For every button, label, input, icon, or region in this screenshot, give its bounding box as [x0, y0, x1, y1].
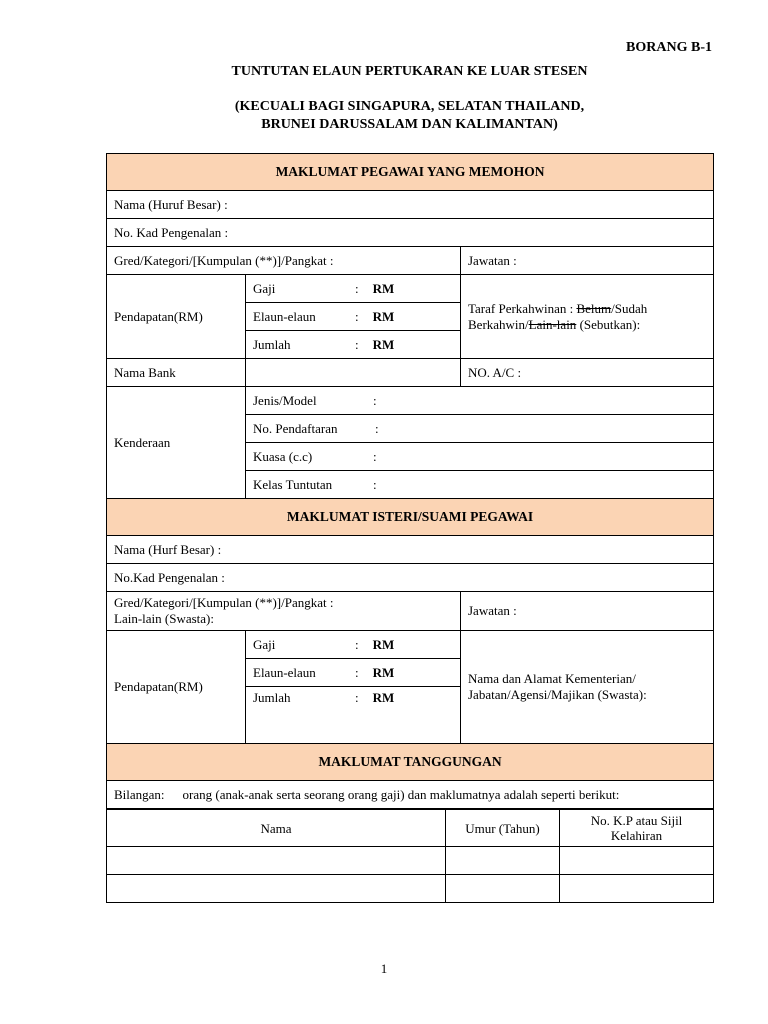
total-label: Jumlah [253, 690, 291, 705]
bank-label: Nama Bank [107, 359, 246, 387]
marital-prefix: Taraf Perkahwinan : [468, 300, 577, 316]
salary-label: Gaji [253, 636, 276, 652]
application-form-table [106, 153, 714, 809]
dependent-age-cell[interactable] [446, 875, 560, 903]
colon: : [355, 308, 359, 324]
dependents-table [106, 809, 714, 903]
rm-label: RM [372, 636, 395, 652]
rm-label: RM [372, 336, 395, 352]
dependent-name-cell[interactable] [107, 875, 446, 903]
dependent-cert-cell[interactable] [560, 875, 714, 903]
spouse-name-field[interactable]: Nama (Hurf Besar) : [107, 536, 714, 564]
allowance-label: Elaun-elaun [253, 664, 316, 680]
colon: : [355, 664, 359, 680]
colon: : [355, 336, 359, 352]
colon: : [355, 280, 359, 296]
officer-section-header: MAKLUMAT PEGAWAI YANG MEMOHON [107, 154, 714, 191]
count-text: orang (anak-anak serta seorang orang gaji) dan maklumatnya adalah seperti berikut: [182, 786, 620, 802]
colon: : [373, 392, 377, 408]
rm-label: RM [372, 308, 395, 324]
vehicle-model-field[interactable] [246, 387, 714, 415]
account-field[interactable]: NO. A/C : [461, 359, 714, 387]
rm-label: RM [372, 280, 395, 296]
officer-marital-field[interactable] [461, 275, 714, 359]
colon: : [355, 690, 359, 705]
officer-allowance-field[interactable] [246, 303, 461, 331]
officer-total-field[interactable] [246, 331, 461, 359]
spouse-section-header: MAKLUMAT ISTERI/SUAMI PEGAWAI [107, 499, 714, 536]
form-code: BORANG B-1 [626, 40, 712, 55]
total-label: Jumlah [253, 336, 291, 352]
form-title: TUNTUTAN ELAUN PERTUKARAN KE LUAR STESEN [231, 64, 588, 79]
table-row [107, 847, 714, 875]
col-header-cert: No. K.P atau Sijil Kelahiran [560, 810, 714, 847]
officer-income-label: Pendapatan(RM) [107, 275, 246, 359]
officer-salary-field[interactable] [246, 275, 461, 303]
vehicle-class-label: Kelas Tuntutan [253, 476, 333, 492]
dependent-cert-cell[interactable] [560, 847, 714, 875]
officer-name-field[interactable]: Nama (Huruf Besar) : [107, 191, 714, 219]
subtitle-line-1: (KECUALI BAGI SINGAPURA, SELATAN THAILAND, [234, 99, 585, 114]
vehicle-cc-field[interactable] [246, 443, 714, 471]
vehicle-model-label: Jenis/Model [253, 392, 317, 408]
marital-married: /Sudah Berkahwin/ [468, 300, 648, 332]
officer-grade-field[interactable]: Gred/Kategori/[Kumpulan (**)]/Pangkat : [107, 247, 461, 275]
page-number: 1 [380, 961, 388, 976]
marital-single: Belum [576, 300, 612, 316]
dependent-name-cell[interactable] [107, 847, 446, 875]
spouse-salary-field[interactable] [246, 631, 461, 659]
count-label: Bilangan: [114, 786, 165, 802]
spouse-total-field[interactable] [246, 687, 461, 744]
col-header-name: Nama [107, 810, 446, 847]
vehicle-class-field[interactable] [246, 471, 714, 499]
officer-position-field[interactable]: Jawatan : [461, 247, 714, 275]
subtitle-line-2: BRUNEI DARUSSALAM DAN KALIMANTAN) [261, 117, 558, 132]
form-subtitle [106, 98, 713, 134]
colon: : [375, 420, 379, 436]
bank-field[interactable] [246, 359, 461, 387]
vehicle-cc-label: Kuasa (c.c) [253, 448, 313, 464]
marital-other: Lain-lain [528, 316, 577, 332]
salary-label: Gaji [253, 280, 276, 296]
vehicle-reg-field[interactable] [246, 415, 714, 443]
officer-ic-field[interactable]: No. Kad Pengenalan : [107, 219, 714, 247]
spouse-income-label: Pendapatan(RM) [107, 631, 246, 744]
spouse-grade-field[interactable] [107, 592, 461, 631]
dependents-count-field[interactable] [107, 781, 714, 809]
marital-suffix: (Sebutkan): [576, 316, 641, 332]
rm-label: RM [372, 690, 395, 705]
spouse-grade-label: Gred/Kategori/[Kumpulan (**)]/Pangkat : [114, 595, 334, 610]
dependents-section-header: MAKLUMAT TANGGUNGAN [107, 744, 714, 781]
spouse-ic-field[interactable]: No.Kad Pengenalan : [107, 564, 714, 592]
allowance-label: Elaun-elaun [253, 308, 316, 324]
spouse-position-field[interactable]: Jawatan : [461, 592, 714, 631]
spouse-other-label: Lain-lain (Swasta): [114, 611, 214, 626]
col-header-age: Umur (Tahun) [446, 810, 560, 847]
colon: : [373, 448, 377, 464]
rm-label: RM [372, 664, 395, 680]
vehicle-reg-label: No. Pendaftaran [253, 420, 338, 436]
colon: : [373, 476, 377, 492]
table-row [107, 875, 714, 903]
spouse-allowance-field[interactable] [246, 659, 461, 687]
vehicle-label: Kenderaan [107, 387, 246, 499]
dependent-age-cell[interactable] [446, 847, 560, 875]
colon: : [355, 636, 359, 652]
spouse-employer-field[interactable]: Nama dan Alamat Kementerian/ Jabatan/Agensi/Majikan (Swasta): [461, 631, 714, 744]
